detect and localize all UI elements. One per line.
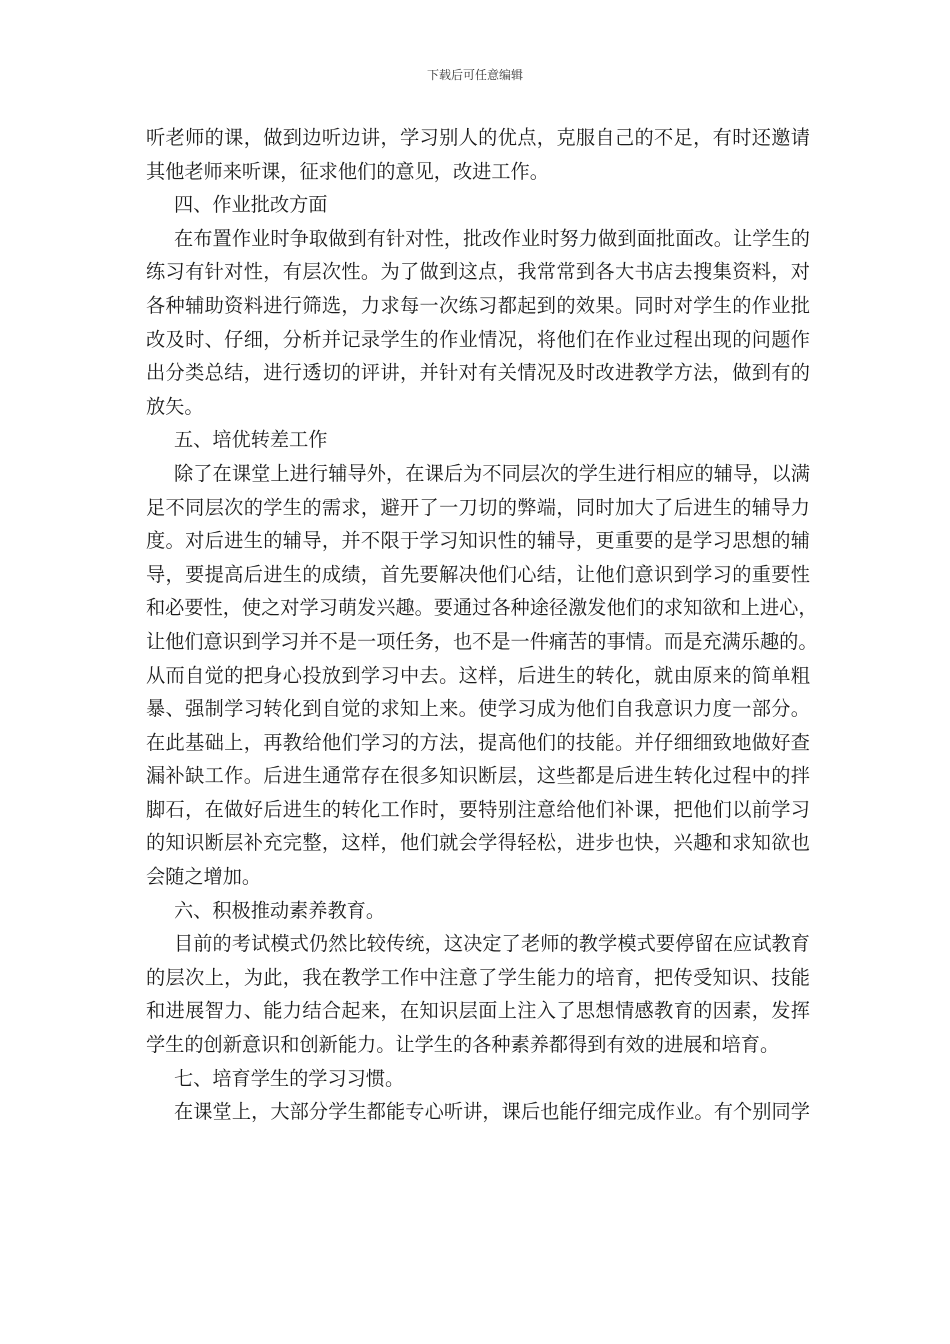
text-line: 各种辅助资料进行筛选，力求每一次练习都起到的效果。同时对学生的作业批 bbox=[146, 293, 810, 317]
text-line: 听老师的课，做到边听边讲，学习别人的优点，克服自己的不足，有时还邀请 bbox=[146, 126, 810, 149]
text-line: 从而自觉的把身心投放到学习中去。这样，后进生的转化，就由原来的简单粗 bbox=[146, 663, 810, 687]
text-line: 出分类总结，进行透切的评讲，并针对有关情况及时改进教学方法，做到有的 bbox=[146, 361, 810, 385]
page-header: 下载后可任意编辑 bbox=[426, 68, 523, 82]
section-heading: 七、培育学生的学习习惯。 bbox=[174, 1066, 405, 1090]
document-body bbox=[146, 121, 818, 1129]
text-line: 会随之增加。 bbox=[146, 865, 262, 889]
text-line: 其他老师来听课，征求他们的意见，改进工作。 bbox=[146, 159, 549, 183]
text-line: 在此基础上，再教给他们学习的方法，提高他们的技能。并仔细细致地做好查 bbox=[146, 730, 810, 754]
section-heading: 六、积极推动素养教育。 bbox=[174, 898, 386, 922]
text-line: 足不同层次的学生的需求，避开了一刀切的弊端，同时加大了后进生的辅导力 bbox=[146, 495, 810, 519]
text-line: 让他们意识到学习并不是一项任务，也不是一件痛苦的事情。而是充满乐趣的。 bbox=[146, 629, 818, 653]
text-line: 放矢。 bbox=[146, 394, 204, 418]
text-line: 在布置作业时争取做到有针对性，批改作业时努力做到面批面改。让学生的 bbox=[174, 226, 810, 250]
section-heading: 五、培优转差工作 bbox=[174, 428, 328, 452]
text-line: 脚石，在做好后进生的转化工作时，要特别注意给他们补课，把他们以前学习 bbox=[146, 797, 810, 821]
text-line: 改及时、仔细，分析并记录学生的作业情况，将他们在作业过程出现的问题作 bbox=[146, 327, 810, 351]
text-line: 除了在课堂上进行辅导外，在课后为不同层次的学生进行相应的辅导，以满 bbox=[174, 461, 810, 485]
text-line: 度。对后进生的辅导，并不限于学习知识性的辅导，更重要的是学习思想的辅 bbox=[146, 529, 810, 553]
text-line: 漏补缺工作。后进生通常存在很多知识断层，这些都是后进生转化过程中的拌 bbox=[146, 764, 810, 788]
text-line: 的层次上，为此，我在教学工作中注意了学生能力的培育，把传受知识、技能 bbox=[146, 965, 810, 989]
text-line: 的知识断层补充完整，这样，他们就会学得轻松，进步也快，兴趣和求知欲也 bbox=[146, 831, 810, 855]
text-line: 暴、强制学习转化到自觉的求知上来。使学习成为他们自我意识力度一部分。 bbox=[146, 697, 810, 721]
text-line: 和必要性，使之对学习萌发兴趣。要通过各种途径激发他们的求知欲和上进心， bbox=[146, 596, 818, 620]
text-line: 和进展智力、能力结合起来，在知识层面上注入了思想情感教育的因素，发挥 bbox=[146, 999, 810, 1023]
text-line: 在课堂上，大部分学生都能专心听讲，课后也能仔细完成作业。有个别同学 bbox=[174, 1100, 810, 1124]
text-line: 练习有针对性，有层次性。为了做到这点，我常常到各大书店去搜集资料，对 bbox=[146, 260, 810, 284]
section-heading: 四、作业批改方面 bbox=[174, 193, 328, 217]
text-line: 导，要提高后进生的成绩，首先要解决他们心结，让他们意识到学习的重要性 bbox=[146, 562, 810, 586]
text-line: 学生的创新意识和创新能力。让学生的各种素养都得到有效的进展和培育。 bbox=[146, 1033, 780, 1057]
text-line: 目前的考试模式仍然比较传统，这决定了老师的教学模式要停留在应试教育 bbox=[174, 932, 810, 956]
